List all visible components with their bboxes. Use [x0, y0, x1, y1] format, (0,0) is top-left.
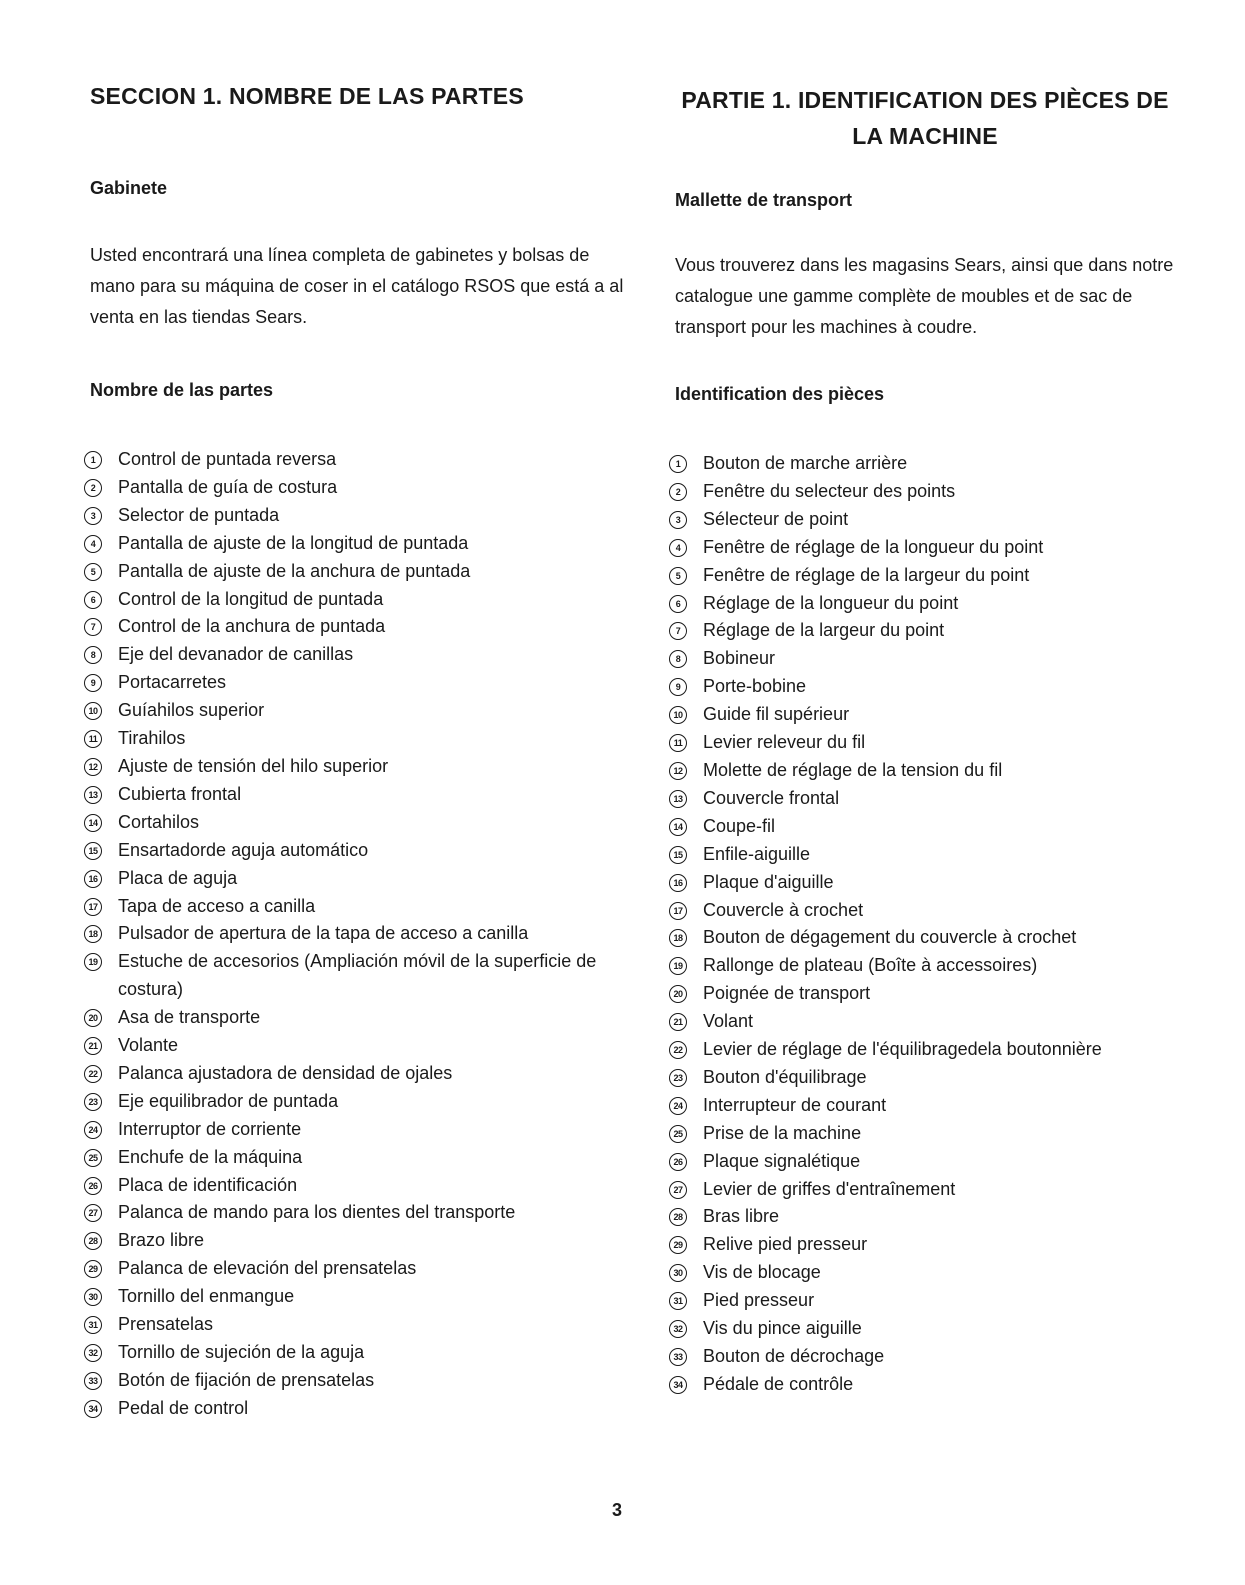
list-item [669, 952, 1189, 980]
circled-number-icon: 19 [84, 953, 102, 971]
list-item [669, 1287, 1189, 1315]
list-item [84, 1004, 644, 1032]
list-item [84, 1144, 644, 1172]
list-item [84, 613, 644, 641]
circled-number-icon: 2 [84, 479, 102, 497]
part-label: Placa de aguja [118, 867, 238, 888]
list-item [84, 1199, 644, 1227]
list-item [84, 753, 644, 781]
circled-number-icon: 34 [669, 1376, 687, 1394]
part-label: Vis de blocage [703, 1262, 821, 1283]
list-item [84, 474, 644, 502]
circled-number-icon: 27 [669, 1181, 687, 1199]
part-label: Plaque d'aiguille [703, 871, 834, 892]
part-label: Porte-bobine [703, 676, 807, 697]
circled-number-icon: 23 [669, 1069, 687, 1087]
circled-number-icon: 4 [669, 539, 687, 557]
list-item [669, 841, 1189, 869]
list-item [84, 725, 644, 753]
spanish-parts-list [84, 446, 644, 1423]
circled-number-icon: 31 [669, 1292, 687, 1310]
circled-number-icon: 16 [669, 874, 687, 892]
list-item [84, 865, 644, 893]
list-item [84, 586, 644, 614]
part-label: Levier releveur du fil [703, 732, 866, 753]
circled-number-icon: 14 [669, 818, 687, 836]
circled-number-icon: 22 [669, 1041, 687, 1059]
list-item [84, 837, 644, 865]
part-label: Tirahilos [118, 728, 186, 749]
part-label: Fenêtre du selecteur des points [703, 480, 956, 501]
list-item [84, 893, 644, 921]
circled-number-icon: 22 [84, 1065, 102, 1083]
list-item [669, 1231, 1189, 1259]
list-item [669, 1315, 1189, 1343]
part-label: Bouton de marche arrière [703, 453, 908, 473]
list-item [669, 757, 1189, 785]
circled-number-icon: 19 [669, 957, 687, 975]
part-label: Vis du pince aiguille [703, 1318, 862, 1339]
circled-number-icon: 3 [669, 511, 687, 529]
part-label: Couvercle frontal [703, 787, 840, 808]
list-item [84, 1255, 644, 1283]
part-label: Ensartadorde aguja automático [118, 839, 369, 860]
circled-number-icon: 24 [669, 1097, 687, 1115]
list-item [669, 1120, 1189, 1148]
circled-number-icon: 30 [669, 1264, 687, 1282]
part-label: Tornillo del enmangue [118, 1286, 295, 1307]
list-item [84, 1172, 644, 1200]
part-label: Pied presseur [703, 1290, 815, 1311]
list-item [84, 1088, 644, 1116]
part-label: Réglage de la largeur du point [703, 620, 945, 641]
list-item [84, 697, 644, 725]
circled-number-icon: 10 [84, 702, 102, 720]
circled-number-icon: 12 [669, 762, 687, 780]
part-label: Control de la anchura de puntada [118, 616, 386, 637]
part-label: Cortahilos [118, 811, 200, 832]
list-item [84, 1395, 644, 1423]
list-item [84, 641, 644, 669]
part-label: Palanca de elevación del prensatelas [118, 1258, 417, 1279]
list-item [84, 1227, 644, 1255]
spanish-parts-heading: Nombre de las partes [90, 380, 274, 400]
spanish-cabinet-heading: Gabinete [90, 178, 168, 198]
list-item [669, 1371, 1189, 1399]
part-label: Volant [703, 1011, 754, 1032]
circled-number-icon: 6 [84, 591, 102, 609]
circled-number-icon: 27 [84, 1204, 102, 1222]
list-item [84, 920, 644, 948]
circled-number-icon: 33 [84, 1372, 102, 1390]
part-label: Cubierta frontal [118, 783, 242, 804]
list-item [84, 1032, 644, 1060]
list-item [669, 897, 1189, 925]
circled-number-icon: 5 [84, 563, 102, 581]
list-item [669, 534, 1189, 562]
circled-number-icon: 7 [84, 618, 102, 636]
part-label: Bras libre [703, 1206, 780, 1227]
part-label: Pantalla de ajuste de la longitud de puntada [118, 532, 469, 553]
circled-number-icon: 20 [84, 1009, 102, 1027]
list-item [669, 1176, 1189, 1204]
french-cabinet-text: Vous trouverez dans les magasins Sears, ainsi que dans notre catalogue une gamme complète de moubles et de sac de transport pour les machines à coudre. [675, 255, 1174, 337]
part-label: Guide fil supérieur [703, 704, 850, 725]
part-label: Fenêtre de réglage de la longueur du point [703, 536, 1044, 557]
part-label: Portacarretes [118, 672, 227, 693]
list-item [84, 1283, 644, 1311]
circled-number-icon: 18 [84, 925, 102, 943]
circled-number-icon: 1 [669, 455, 687, 473]
list-item [84, 948, 644, 1004]
part-label: Control de la longitud de puntada [118, 588, 384, 609]
list-item [669, 1036, 1189, 1064]
circled-number-icon: 25 [84, 1149, 102, 1167]
part-label: Selector de puntada [118, 504, 280, 525]
circled-number-icon: 2 [669, 483, 687, 501]
circled-number-icon: 17 [669, 902, 687, 920]
part-label: Molette de réglage de la tension du fil [703, 759, 1003, 780]
page-number: 3 [612, 1500, 623, 1520]
list-item [84, 1339, 644, 1367]
circled-number-icon: 7 [669, 622, 687, 640]
list-item [669, 673, 1189, 701]
french-cabinet-heading: Mallette de transport [675, 190, 853, 210]
circled-number-icon: 8 [669, 650, 687, 668]
part-label: Levier de griffes d'entraînement [703, 1178, 956, 1199]
circled-number-icon: 13 [84, 786, 102, 804]
part-label: Botón de fijación de prensatelas [118, 1369, 375, 1390]
circled-number-icon: 34 [84, 1400, 102, 1418]
circled-number-icon: 23 [84, 1093, 102, 1111]
list-item [669, 1008, 1189, 1036]
french-section-title: PARTIE 1. IDENTIFICATION DES PIÈCES DE LA MACHINE [681, 87, 1169, 149]
circled-number-icon: 12 [84, 758, 102, 776]
list-item [669, 478, 1189, 506]
list-item [84, 669, 644, 697]
part-label: Poignée de transport [703, 983, 871, 1004]
part-label: Palanca de mando para los dientes del transporte [118, 1202, 516, 1223]
part-label: Plaque signalétique [703, 1150, 861, 1171]
circled-number-icon: 28 [84, 1232, 102, 1250]
part-label: Bouton de dégagement du couvercle à crochet [703, 927, 1077, 948]
part-label: Brazo libre [118, 1230, 205, 1251]
list-item [669, 1343, 1189, 1371]
part-label: Pedal de control [118, 1397, 249, 1418]
circled-number-icon: 13 [669, 790, 687, 808]
list-item [669, 562, 1189, 590]
circled-number-icon: 29 [84, 1260, 102, 1278]
list-item [84, 446, 644, 474]
circled-number-icon: 26 [84, 1177, 102, 1195]
part-label: Réglage de la longueur du point [703, 592, 959, 613]
list-item [669, 450, 1189, 478]
circled-number-icon: 8 [84, 646, 102, 664]
circled-number-icon: 14 [84, 814, 102, 832]
circled-number-icon: 32 [669, 1320, 687, 1338]
part-label: Pulsador de apertura de la tapa de acceso a canilla [118, 923, 529, 944]
circled-number-icon: 16 [84, 870, 102, 888]
part-label: Couvercle à crochet [703, 899, 864, 920]
list-item [84, 1367, 644, 1395]
part-label: Pantalla de ajuste de la anchura de puntada [118, 560, 471, 581]
part-label: Tapa de acceso a canilla [118, 895, 316, 916]
circled-number-icon: 25 [669, 1125, 687, 1143]
list-item [669, 617, 1189, 645]
part-label: Estuche de accesorios (Ampliación móvil de la superficie de costura) [118, 951, 597, 1000]
part-label: Rallonge de plateau (Boîte à accessoires) [703, 955, 1038, 976]
list-item [84, 530, 644, 558]
circled-number-icon: 28 [669, 1208, 687, 1226]
list-item [669, 1148, 1189, 1176]
circled-number-icon: 31 [84, 1316, 102, 1334]
part-label: Bouton de décrochage [703, 1346, 885, 1366]
part-label: Prensatelas [118, 1314, 214, 1335]
circled-number-icon: 11 [669, 734, 687, 752]
circled-number-icon: 29 [669, 1236, 687, 1254]
circled-number-icon: 9 [84, 674, 102, 692]
circled-number-icon: 26 [669, 1153, 687, 1171]
list-item [669, 1064, 1189, 1092]
circled-number-icon: 24 [84, 1121, 102, 1139]
part-label: Pédale de contrôle [703, 1373, 854, 1394]
part-label: Fenêtre de réglage de la largeur du point [703, 564, 1030, 585]
part-label: Eje equilibrador de puntada [118, 1090, 339, 1111]
list-item [669, 1203, 1189, 1231]
circled-number-icon: 30 [84, 1288, 102, 1306]
circled-number-icon: 4 [84, 535, 102, 553]
part-label: Pantalla de guía de costura [118, 476, 338, 497]
part-label: Placa de identificación [118, 1174, 298, 1195]
part-label: Asa de transporte [118, 1007, 261, 1028]
part-label: Interruptor de corriente [118, 1118, 302, 1139]
circled-number-icon: 33 [669, 1348, 687, 1366]
list-item [669, 924, 1189, 952]
list-item [669, 701, 1189, 729]
part-label: Coupe-fil [703, 815, 776, 836]
list-item [84, 558, 644, 586]
part-label: Sélecteur de point [703, 508, 849, 529]
list-item [84, 809, 644, 837]
list-item [669, 645, 1189, 673]
french-parts-list [669, 450, 1189, 1399]
spanish-section-title: SECCION 1. NOMBRE DE LAS PARTES [90, 83, 524, 109]
list-item [669, 506, 1189, 534]
list-item [669, 813, 1189, 841]
list-item [669, 785, 1189, 813]
circled-number-icon: 6 [669, 595, 687, 613]
list-item [84, 1116, 644, 1144]
part-label: Bouton d'équilibrage [703, 1066, 867, 1087]
list-item [84, 1060, 644, 1088]
circled-number-icon: 10 [669, 706, 687, 724]
list-item [669, 729, 1189, 757]
list-item [669, 590, 1189, 618]
part-label: Tornillo de sujeción de la aguja [118, 1342, 365, 1362]
list-item [84, 781, 644, 809]
part-label: Guíahilos superior [118, 700, 265, 721]
spanish-cabinet-text: Usted encontrará una línea completa de gabinetes y bolsas de mano para su máquina de coser in el catálogo RSOS que está a al venta en las tiendas Sears. [90, 245, 624, 327]
part-label: Enchufe de la máquina [118, 1146, 303, 1167]
circled-number-icon: 20 [669, 985, 687, 1003]
circled-number-icon: 15 [669, 846, 687, 864]
part-label: Relive pied presseur [703, 1234, 868, 1255]
list-item [84, 502, 644, 530]
circled-number-icon: 18 [669, 929, 687, 947]
part-label: Interrupteur de courant [703, 1094, 887, 1115]
circled-number-icon: 5 [669, 567, 687, 585]
part-label: Prise de la machine [703, 1122, 862, 1143]
circled-number-icon: 9 [669, 678, 687, 696]
circled-number-icon: 15 [84, 842, 102, 860]
circled-number-icon: 21 [669, 1013, 687, 1031]
circled-number-icon: 32 [84, 1344, 102, 1362]
part-label: Enfile-aiguille [703, 843, 811, 864]
list-item [84, 1311, 644, 1339]
list-item [669, 869, 1189, 897]
part-label: Bobineur [703, 648, 776, 669]
part-label: Control de puntada reversa [118, 449, 337, 469]
list-item [669, 980, 1189, 1008]
part-label: Levier de réglage de l'équilibragedela boutonnière [703, 1039, 1102, 1060]
circled-number-icon: 1 [84, 451, 102, 469]
circled-number-icon: 21 [84, 1037, 102, 1055]
list-item [669, 1259, 1189, 1287]
part-label: Volante [118, 1035, 179, 1056]
part-label: Ajuste de tensión del hilo superior [118, 755, 389, 776]
circled-number-icon: 17 [84, 898, 102, 916]
part-label: Eje del devanador de canillas [118, 644, 354, 665]
circled-number-icon: 3 [84, 507, 102, 525]
list-item [669, 1092, 1189, 1120]
part-label: Palanca ajustadora de densidad de ojales [118, 1062, 453, 1083]
french-parts-heading: Identification des pièces [675, 384, 885, 404]
circled-number-icon: 11 [84, 730, 102, 748]
